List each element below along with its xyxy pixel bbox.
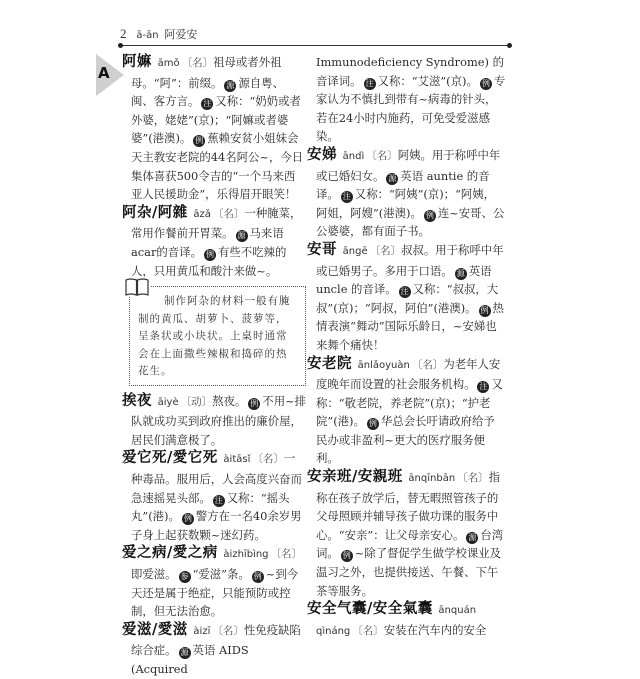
example-text: ~除了督促学生做学校课业及温习之外，也提供接送、午餐、下午茶等服务。 <box>316 546 502 598</box>
part-of-speech: 〔名〕 <box>352 624 384 637</box>
note-text: 又称：“叔叔，大叔”(京)；“阿叔，阿伯”(港澳)。 <box>316 282 499 315</box>
pinyin-range: ā-ān <box>136 30 159 41</box>
rule-dot-icon <box>118 43 123 48</box>
source-text: 英语 uncle 的音译。 <box>316 263 492 297</box>
dictionary-entry-continuation <box>316 53 506 146</box>
definition: 熬夜。 <box>212 393 247 408</box>
pinyin: ānqīnbān <box>408 473 456 485</box>
example-text: ~到今天还是属于绝症，只能预防或控制，但无法治愈。 <box>131 566 299 619</box>
part-of-speech: 〔名〕 <box>369 244 402 257</box>
part-of-speech: 〔名〕 <box>212 207 245 220</box>
continuation-text: Immunodeficiency Syndrome) 的音译词。 <box>316 55 504 88</box>
example-marker-icon: 例 <box>195 136 204 146</box>
part-of-speech: 〔名〕 <box>411 358 444 371</box>
part-of-speech: 〔名〕 <box>212 624 244 637</box>
example-marker-icon: 例 <box>481 78 490 88</box>
dictionary-entry <box>307 240 506 355</box>
definition: 即爱滋。 <box>131 566 177 581</box>
rule-dot-icon <box>507 43 512 48</box>
definition: 性免疫缺陷综合症。 <box>131 622 301 658</box>
definition: 安装在汽车内的安全 <box>383 622 487 637</box>
example-text: 警方在一名40余岁男子身上起获数颗~迷幻药。 <box>131 509 302 542</box>
source-marker-icon: 源 <box>180 648 189 658</box>
part-of-speech: 〔名〕 <box>366 149 398 162</box>
headword: 爱滋/愛滋 <box>122 620 188 638</box>
headword: 安哥 <box>307 240 337 258</box>
note-marker-icon: 注 <box>365 78 374 88</box>
source-text: 台湾词。 <box>316 527 504 561</box>
example-marker-icon: 例 <box>183 514 192 524</box>
dictionary-entry <box>122 620 306 679</box>
note-marker-icon: 注 <box>479 382 488 392</box>
definition: 一种毒品。服用后，人会高度兴奋而急速摇晃头部。 <box>131 451 302 505</box>
definition: 阿姨。用于称呼中年或已婚妇女。 <box>316 147 501 183</box>
pinyin: àizhībìng <box>223 549 269 561</box>
dictionary-entry <box>307 354 506 469</box>
headword: 安娣 <box>307 145 337 163</box>
example-marker-icon: 例 <box>480 305 489 315</box>
definition: 为老年人安度晚年而设置的社会服务机构。 <box>316 356 501 392</box>
source-marker-icon: 源 <box>237 231 246 241</box>
example-marker-icon: 例 <box>342 551 351 561</box>
example-marker-icon: 例 <box>253 571 262 581</box>
source-text: 马来语acar的音译。 <box>131 226 284 259</box>
definition: 叔叔。用于称呼中年或已婚男子。多用于口语。 <box>316 242 504 278</box>
note-text: 又称：“摇头丸”(港)。 <box>131 490 290 524</box>
headword: 爱它死/愛它死 <box>122 449 218 467</box>
part-of-speech: 〔名〕 <box>457 472 489 485</box>
example-text: 蕉赖安贫小姐妹会天主教安老院的44名阿公~，今日集体喜获500令吉的“一个马来西亚人民援助金”，乐得眉开眼笑！ <box>131 131 304 202</box>
note-text: 又称：“阿姨”(京)；“阿姨，阿姐，阿嫂”(港澳)。 <box>316 187 496 220</box>
note-text: 又称：“奶奶或者外婆，姥姥”(京)；“阿嫲或者婆婆”(港澳)。 <box>131 94 301 146</box>
pinyin: āzǎ <box>193 208 211 220</box>
source-text: 源自粤、闽、客方言。 <box>131 75 284 109</box>
dictionary-entry <box>122 449 306 544</box>
page-number: 2 <box>120 26 127 41</box>
pinyin: àizī <box>193 625 211 637</box>
example-text: 华总会长吁请政府给予民办或非盈利~更大的医疗服务便利。 <box>316 414 495 466</box>
source-text: 英语 AIDS (Acquired <box>131 643 249 676</box>
reference-marker-icon: 参 <box>180 571 189 581</box>
dictionary-entry <box>122 544 306 620</box>
part-of-speech: 〔名〕 <box>270 548 303 561</box>
left-column <box>122 53 307 679</box>
dictionary-entry <box>122 391 307 450</box>
note-marker-icon: 注 <box>400 287 409 297</box>
dictionary-entry <box>122 53 306 204</box>
char-range: 阿爱安 <box>164 28 198 41</box>
note-text: 又称：“敬老院，养老院”(京)；“护老院”(港)。 <box>316 377 503 429</box>
example-marker-icon: 例 <box>250 398 259 408</box>
source-text: 英语 auntie 的音译。 <box>316 168 490 202</box>
part-of-speech: 〔名〕 <box>181 57 214 69</box>
example-marker-icon: 例 <box>205 249 214 259</box>
example-marker-icon: 例 <box>368 419 377 429</box>
source-marker-icon: 源 <box>388 173 397 183</box>
definition: 一种腌菜，常用作餐前开胃菜。 <box>131 205 302 241</box>
example-text: 专家认为不慎扎到带有~病毒的针头，若在24小时内施药，可免受爱滋感染。 <box>316 73 506 144</box>
pinyin: āmǒ <box>157 58 180 69</box>
example-text: 热情表演“舞动”国际乐龄日，~安娣也来舞个痛快！ <box>316 300 504 352</box>
headword: 安老院 <box>307 354 352 372</box>
pinyin: ānquán qìnáng <box>316 605 477 637</box>
pinyin: āngē <box>342 245 368 257</box>
source-marker-icon: 源 <box>468 532 477 542</box>
pinyin: ānlǎoyuàn <box>357 359 410 371</box>
definition: 指称在孩子放学后，替无暇照管孩子的父母照顾并辅导孩子做功课的服务中心。“安亲”：让父母亲安心。 <box>316 470 501 542</box>
book-icon <box>124 277 150 297</box>
dictionary-entry <box>307 145 506 241</box>
example-text: 有些不吃辣的人，只用黄瓜和酸汁来做~。 <box>131 244 287 278</box>
note-marker-icon: 注 <box>214 495 223 505</box>
pinyin: āiyè <box>157 396 179 408</box>
definition: 祖母或者外祖母。“阿”：前缀。 <box>131 55 282 90</box>
dictionary-entry <box>122 203 306 280</box>
headword: 阿杂/阿雜 <box>122 203 188 221</box>
headword: 安亲班/安親班 <box>307 468 403 486</box>
note-text: 又称：“艾滋”(京)。 <box>377 73 478 88</box>
headword: 阿嫲 <box>122 53 152 70</box>
dictionary-entry <box>307 600 506 641</box>
source-marker-icon: 源 <box>226 80 235 90</box>
dictionary-entry <box>307 468 506 600</box>
cultural-note-box <box>129 286 306 386</box>
note-marker-icon: 注 <box>342 192 351 202</box>
section-tab-letter: A <box>98 64 110 82</box>
headword: 安全气囊/安全氣囊 <box>307 600 433 618</box>
part-of-speech: 〔名〕 <box>252 453 284 466</box>
part-of-speech: 〔动〕 <box>180 395 213 408</box>
right-column <box>307 53 506 641</box>
headword: 爱之病/愛之病 <box>122 544 218 562</box>
example-text: 连~安哥、公公婆婆，都有面子书。 <box>316 205 505 239</box>
headword: 挨夜 <box>122 391 152 409</box>
source-marker-icon: 源 <box>456 268 465 278</box>
pinyin: àitāsǐ <box>223 454 251 466</box>
note-marker-icon: 注 <box>203 99 212 109</box>
example-marker-icon: 例 <box>425 210 434 220</box>
running-header <box>120 26 197 42</box>
reference-text: “爱滋”条。 <box>192 566 250 581</box>
header-rule <box>120 45 510 46</box>
example-text: 不用~排队就成功买到政府推出的廉价屋，居民们满意极了。 <box>131 393 307 447</box>
note-box-text: 制作阿杂的材料一般有腌制的黄瓜、胡萝卜、菠萝等，呈条状或小块状。上桌时通常会在上面撒些辣椒和捣碎的热花生。 <box>138 295 291 378</box>
pinyin: āndì <box>342 150 365 162</box>
